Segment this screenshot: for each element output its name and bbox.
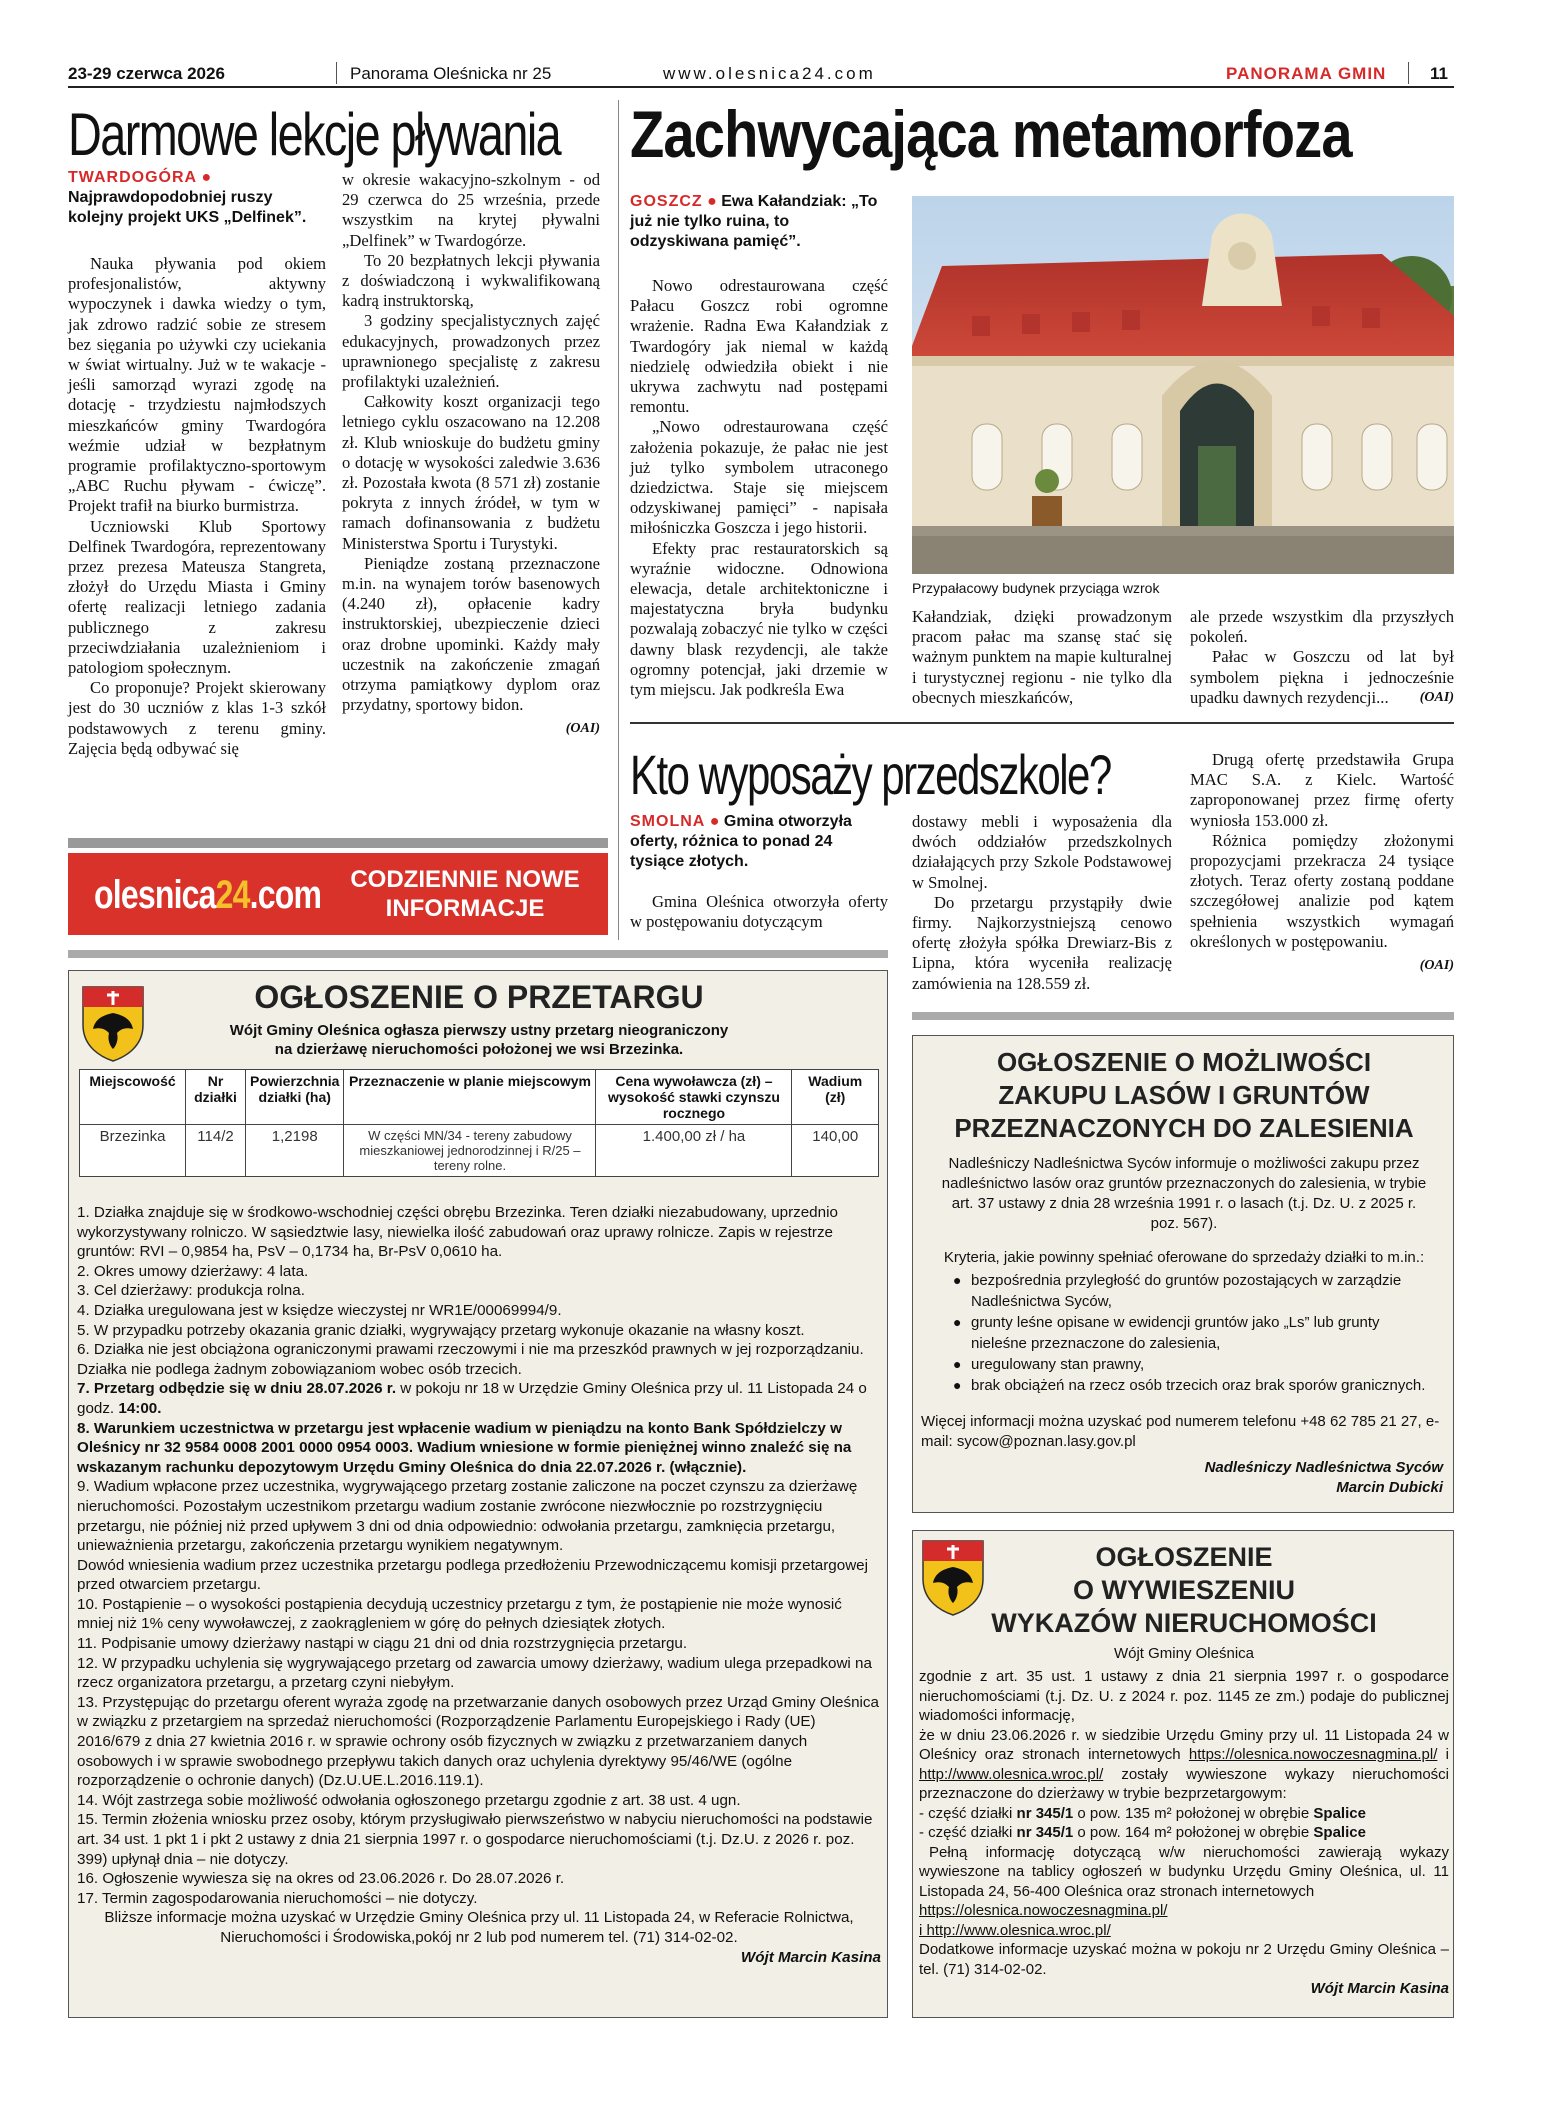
tender-table [79, 1069, 879, 1177]
paragraph: „Nowo odrestaurowana część założenia pokazuje, że pałac nie jest już tylko symbolem utraconego dziedzictwa. Staje się miejscem odzyskiwanej pamięci” - napisała miłośniczka Goszcza i jego historii. [630, 417, 888, 538]
paragraph: Efekty prac restauratorskich są wyraźnie widoczne. Odnowiona elewacja, detale architektoniczne i majestatyczna bryła budynku pozwalają zobaczyć nie tylko w części dawny blask rezydencji, ale także ogromny potencjał, jaki drzemie w tym miejscu. Jak podkreśla Ewa [630, 538, 888, 700]
listing-title: OGŁOSZENIE O WYWIESZENIU WYKAZÓW NIERUCHOMOŚCI [991, 1542, 1377, 1638]
paragraph: Do przetargu przystąpiły dwie firmy. Najkorzystniejszą cenowo ofertę złożyła spółka Drewiarz-Bis z Lipna, która wyceniła realizację zamówienia na 128.559 zł. [912, 892, 1172, 993]
kindergarten-col-1: SMOLNA ● Gmina otworzyła oferty, różnica to ponad 24 tysiące złotych. Gmina Oleśnica otworzyła oferty w postępowaniu dotyczącym [630, 813, 888, 932]
link[interactable]: http://www.olesnica.wroc.pl/ [919, 1765, 1104, 1783]
table-header: Nr działki [186, 1070, 246, 1125]
paragraph: ale przede wszystkim dla przyszłych pokoleń. [1190, 607, 1454, 647]
tender-title: OGŁOSZENIE O PRZETARGU [254, 979, 704, 1015]
page-number: 11 [1430, 64, 1448, 83]
location-tag: GOSZCZ [630, 193, 703, 210]
list-item: ● bezpośrednia przyległość do gruntów pozostających w zarządzie Nadleśnictwa Syców, [937, 1270, 1431, 1312]
article-title-swim: Darmowe lekcje pływania [68, 101, 561, 168]
table-header: Wadium (zł) [792, 1070, 879, 1125]
site-url[interactable]: www.olesnica24.com [663, 64, 876, 83]
signature: Nadleśniczy Nadleśnictwa Syców Marcin Dubicki [1204, 1459, 1443, 1496]
table-header: Powierzchnia działki (ha) [246, 1070, 344, 1125]
palace-photo [912, 196, 1454, 574]
table-header: Miejscowość [80, 1070, 186, 1125]
paragraph: To 20 bezpłatnych lekcji pływania z doświadczoną i wykwalifikowaną kadrą instruktorską, [342, 250, 600, 311]
swim-col-1 [68, 168, 326, 759]
paragraph: w okresie wakacyjno-szkolnym - od 29 czerwca do 25 września, przede wszystkim na krytej pływalni „Delfinek” w Twardogórze. [342, 170, 600, 250]
forest-notice: OGŁOSZENIE O MOŻLIWOŚCI ZAKUPU LASÓW I GRUNTÓW PRZEZNACZONYCH DO ZALESIENIA Nadleśniczy Nadleśnictwa Syców informuje o możliwości zakupu przez nadleśnictwo lasów oraz gruntów przeznaczonych do zalesienia, w trybie art. 37 ustawy z dnia 28 września 1991 r. o lasach (t.j. Dz. U. z 2025 r. poz. 567). Kryteria, jakie powinny spełniać oferowane do sprzedaży działki to m.in.: ● bezpośrednia przyległość do gruntów pozostających w zarządzie Nadleśnictwa Syców, ● grunty leśne opisane w ewidencji gruntów jako „Ls” lub grunty nieleśne przeznaczone do zalesienia, ● uregulowany stan prawny, ● brak obciążeń na rzecz osób trzecich oraz brak sporów granicznych. Więcej informacji można uzyskać pod numerem telefonu +48 62 785 21 27, e-mail: sycow@poznan.lasy.gov.pl Nadleśniczy Nadleśnictwa Syców Marcin Dubicki [912, 1035, 1454, 1513]
photo-caption: Przypałacowy budynek przyciąga wzrok [912, 580, 1160, 596]
paragraph: Nauka pływania pod okiem profesjonalistów, aktywny wypoczynek i dawka wiedzy o tym, jak zdrowo radzić sobie ze stresem bez sięgania po używki czy uciekania w świat wirtualny. Już w te wakacje - jeśli samorząd wyrazi zgodę na dotację - trzydziestu najmłodszych mieszkańców gminy Twardogóra weźmie udział w bezpłatnym programie profilaktyczno-sportowym „ABC Ruchu pływam - ćwiczę”. Projekt trafił na biurko burmistrza. [68, 254, 326, 516]
paragraph: Pieniądze zostaną przeznaczone m.in. na wynajem torów basenowych (4.240 zł), opłacenie kadry instruktorskiej, ubezpieczenie dzieci oraz drobne upominki. Każdy mały uczestnik na zakończenie zmagań otrzyma pamiątkowy dyplom oraz przydatny, sportowy bidon. [342, 553, 600, 715]
listing-notice: OGŁOSZENIE O WYWIESZENIU WYKAZÓW NIERUCHOMOŚCI Wójt Gminy Oleśnica zgodnie z art. 35 ust. 1 ustawy z dnia 21 sierpnia 1997 r. o gospodarce nieruchomościami (t.j. Dz. U. z 2024 r. poz. 1145 ze zm.) podaje do publicznej wiadomości informację, że w dniu 23.06.2026 r. w siedzibie Urzędu Gminy przy ul. 11 Listopada 24 w Oleśnicy oraz stronach internetowych https://olesnica.nowoczesnagmina.pl/ i http://www.olesnica.wroc.pl/ zostały wywieszone wykazy nieruchomości przeznaczone do dzierżawy w trybie bezprzetargowym: - część działki nr 345/1 o pow. 135 m² położonej w obrębie Spalice - część działki nr 345/1 o pow. 164 m² położonej w obrębie Spalice Pełną informację dotyczącą w/w nieruchomości zawierają wykazy wywieszone na tablicy ogłoszeń w budynku Urzędu Gminy Oleśnica, ul. 11 Listopada 24, 56-400 Oleśnica oraz stronach internetowych https://olesnica.nowoczesnagmina.pl/ i http://www.olesnica.wroc.pl/ Dodatkowe informacje uzyskać można w pokoju nr 2 Urzędu Gminy Oleśnica – tel. (71) 314-02-02. Wójt Marcin Kasina [912, 1530, 1454, 2018]
paragraph: Uczniowski Klub Sportowy Delfinek Twardogóra, reprezentowany przez prezesa Mateusza Stangreta, złożył do Urzędu Miasta i Gminy ofertę realizacji letniego zadania publicznego z zakresu przeciwdziałania uzależnieniom i patologiom społecznym. [68, 516, 326, 678]
olesnica24-banner[interactable] [68, 853, 608, 935]
link[interactable]: https://olesnica.nowoczesnagmina.pl/ [1188, 1746, 1438, 1763]
kindergarten-col-3 [1190, 750, 1454, 976]
palace-col-3 [1190, 607, 1454, 708]
table-header: Przeznaczenie w planie miejscowym [344, 1070, 596, 1125]
forest-title: OGŁOSZENIE O MOŻLIWOŚCI ZAKUPU LASÓW I GRUNTÓW PRZEZNACZONYCH DO ZALESIENIA [954, 1047, 1414, 1143]
swim-lead: TWARDOGÓRA ● Najprawdopodobniej ruszy kolejny projekt UKS „Delfinek”. [68, 169, 307, 226]
paragraph: Gmina Oleśnica otworzyła oferty w postępowaniu dotyczącym [630, 892, 888, 932]
link[interactable]: i http://www.olesnica.wroc.pl/ [919, 1921, 1111, 1939]
paragraph: Kałandziak, dzięki prowadzonym pracom pałac ma szansę stać się ważnym punktem na mapie kulturalnej i turystycznej regionu - nie tylko dla obecnych mieszkańców, [912, 607, 1172, 707]
swim-col-2 [342, 170, 600, 740]
tender-notice: OGŁOSZENIE O PRZETARGU Wójt Gminy Oleśnica ogłasza pierwszy ustny przetarg nieograniczony na dzierżawę nieruchomości położonej we wsi Brzezinka. Miejscowość Nr działki Powierzchnia działki (ha) Przeznaczenie w planie miejscowym Cena wywoławcza (zł) – wysokość stawki czynszu rocznego Wadium (zł) Brzezinka 114/2 1,2198 W części MN/34 - tereny zabudowy mieszkaniowej jednorodzinnej i R/25 – tereny rolne. 1.400,00 zł / ha 140,00 1. Działka znajduje się w środkowo-wschodniej części obrębu Brzezinka. Teren działki niezabudowany, uprzednio wykorzystywany rolniczo. W sąsiedztwie lasy, niewielka ilość zabudowań oraz uprawy rolnicze. Zapis w rejestrze gruntów: RVI – 0,9854 ha, PsV – 0,1734 ha, Br-PsV 0,0610 ha. 2. Okres umowy dzierżawy: 4 lata. 3. Cel dzierżawy: produkcja rolna. 4. Działka uregulowana jest w księdze wieczystej nr WR1E/00069994/9. 5. W przypadku potrzeby okazania granic działki, wygrywający przetarg wykonuje okazanie na własny koszt. 6. Działka nie jest obciążona ograniczonymi prawami rzeczowymi i nie ma przeszkód prawnych w jej rozporządzaniu. Działka nie podlega żadnym zobowiązaniom wobec osób trzecich. 7. Przetarg odbędzie się w dniu 28.07.2026 r. w pokoju nr 18 w Urzędzie Gminy Oleśnica przy ul. 11 Listopada 24 o godz. 14:00. 8. Warunkiem uczestnictwa w przetargu jest wpłacenie wadium w pieniądzu na konto Bank Spółdzielczy w Oleśnicy nr 32 9584 0008 2001 0000 0954 0003. Wadium wniesione w formie pieniężnej winno znaleźć się na wskazanym rachunku depozytowym Urzędu Gminy Oleśnica do dnia 22.07.2026 r. (włącznie). 9. Wadium wpłacone przez uczestnika, wygrywającego przetarg zostanie zaliczone na poczet czynszu za dzierżawę nieruchomości. Pozostałym uczestnikom przetargu wadium zostanie zwrócone niezwłocznie po rozstrzygnięciu przetargu, nie później niż przed upływem 3 dni od dnia odpowiednio: odwołania przetargu, zamknięcia przetargu, unieważnienia przetargu, zakończenia przetargu wynikiem negatywnym. Dowód wniesienia wadium przez uczestnika przetargu podlega przedłożeniu Przewodniczącemu komisji przetargowej przed otwarciem przetargu. 10. Postąpienie – o wysokości postąpienia decydują uczestnicy przetargu z tym, że postąpienie nie może wynosić mniej niż 1% ceny wywoławczej, z zaokrągleniem w górę do pełnych dziesiątek złotych. 11. Podpisanie umowy dzierżawy nastąpi w ciągu 21 dni od dnia rozstrzygnięcia przetargu. 12. W przypadku uchylenia się wygrywającego przetarg od zawarcia umowy dzierżawy, wadium ulega przepadkowi na rzecz organizatora przetargu, a przetarg czyni niebyłym. 13. Przystępując do przetargu oferent wyraża zgodę na przetwarzanie danych osobowych przez Urząd Gminy Oleśnica w związku z przetargiem na sprzedaż nieruchomości (Rozporządzenie Parlamentu Europejskiego i Rady (UE) 2016/679 z dnia 27 kwietnia 2016 r. w sprawie ochrony osób fizycznych w związku z przetwarzaniem danych osobowych i w sprawie swobodnego przepływu takich danych oraz uchylenia dyrektywy 95/46/WE (ogólne rozporządzenie o ochronie danych) (Dz.U.UE.L.2016.119.1). 14. Wójt zastrzega sobie możliwość odwołania ogłoszonego przetargu zgodnie z art. 38 ust. 4 ugn. 15. Termin złożenia wniosku przez osoby, którym przysługiwało pierwszeństwo w nabyciu nieruchomości na podstawie art. 34 ust. 1 pkt 1 i pkt 2 ustawy z dnia 21 sierpnia 1997 r. o gospodarce nieruchomościami (t.j. Dz.U. z 2026 r. poz. 399) upłynął dnia – nie dotyczy. 16. Ogłoszenie wywiesza się na okres od 23.06.2026 r. Do 28.07.2026 r. 17. Termin zagospodarowania nieruchomości – nie dotyczy. Bliższe informacje można uzyskać w Urzędzie Gminy Oleśnica przy ul. 11 Listopada 24, w Referacie Rolnictwa, Nieruchomości i Środowiska,pokój nr 2 lub pod numerem tel. (71) 314-02-02. Wójt Marcin Kasina [68, 970, 888, 2018]
byline: (OAI) [1419, 690, 1454, 706]
banner-rule [68, 838, 608, 848]
banner-logo: olesnica24.com [94, 873, 322, 917]
paragraph: Drugą ofertę przedstawiła Grupa MAC S.A. z Kielc. Wartość zaproponowanej przez firmę oferty wyniosła 153.000 zł. [1190, 750, 1454, 830]
list-item: ● uregulowany stan prawny, [937, 1354, 1431, 1375]
article-title-palace: Zachwycająca metamorfoza [630, 97, 1352, 171]
link[interactable]: https://olesnica.nowoczesnagmina.pl/ [919, 1902, 1168, 1919]
location-tag: SMOLNA [630, 813, 706, 830]
issue-date: 23-29 czerwca 2026 [68, 64, 225, 83]
criteria-list [937, 1270, 1431, 1396]
palace-col-2 [912, 607, 1172, 708]
signature: Wójt Marcin Kasina [740, 1948, 881, 1966]
paragraph: Całkowity koszt organizacji tego letniego cyklu oszacowano na 12.208 zł. Klub wnioskuje do budżetu gminy o dotację w wysokości zaledwie 3.636 zł. Pozostała kwota (8 571 zł) zostanie pokryta z innych źródeł, w tym w ramach dofinansowania z budżetu Ministerstwa Sportu i Turystyki. [342, 392, 600, 553]
byline: (OAI) [1419, 958, 1454, 974]
table-header: Cena wywoławcza (zł) – wysokość stawki czynszu rocznego [596, 1070, 792, 1125]
location-tag: TWARDOGÓRA [68, 169, 198, 186]
section-name: PANORAMA GMIN [1226, 64, 1387, 83]
issue-number: Panorama Oleśnicka nr 25 [350, 64, 552, 83]
paragraph: Nowo odrestaurowana część Pałacu Goszcz robi ogromne wrażenie. Radna Ewa Kałandziak z Twardogóry jak niemal w każdą niedzielę odwiedziła obiekt i nie ukrywa zachwytu nad postępami remontu. [630, 276, 888, 417]
listing-body: zgodnie z art. 35 ust. 1 ustawy z dnia 21 sierpnia 1997 r. o gospodarce nieruchomościami (t.j. Dz. U. z 2024 r. poz. 1145 ze zm.) podaje do publicznej wiadomości informację, że w dniu 23.06.2026 r. w siedzibie Urzędu Gminy przy ul. 11 Listopada 24 w Oleśnicy oraz stronach internetowych https://olesnica.nowoczesnagmina.pl/ i http://www.olesnica.wroc.pl/ zostały wywieszone wykazy nieruchomości przeznaczone do dzierżawy w trybie bezprzetargowym: - część działki nr 345/1 o pow. 135 m² położonej w obrębie Spalice - część działki nr 345/1 o pow. 164 m² położonej w obrębie Spalice Pełną informację dotyczącą w/w nieruchomości zawierają wykazy wywieszone na tablicy ogłoszeń w budynku Urzędu Gminy Oleśnica, ul. 11 Listopada 24, 56-400 Oleśnica oraz stronach internetowych https://olesnica.nowoczesnagmina.pl/ i http://www.olesnica.wroc.pl/ Dodatkowe informacje uzyskać można w pokoju nr 2 Urzędu Gminy Oleśnica – tel. (71) 314-02-02. Wójt Marcin Kasina [919, 1668, 1450, 1997]
paragraph: dostawy mebli i wyposażenia dla dwóch oddziałów przedszkolnych działających przy Szkole Podstawowej w Smolnej. [912, 812, 1172, 892]
kindergarten-col-2 [912, 812, 1172, 994]
page-header [68, 62, 1454, 88]
paragraph: 3 godziny specjalistycznych zajęć edukacyjnych, prowadzonych przez uprawnionego specjalistę z zakresu profilaktyki uzależnień. [342, 311, 600, 392]
list-item: ● brak obciążeń na rzecz osób trzecich oraz brak sporów granicznych. [937, 1375, 1431, 1396]
byline: (OAI) [565, 721, 600, 737]
banner-text: CODZIENNIE NOWE INFORMACJE [350, 866, 580, 922]
palace-col-1: GOSZCZ ● Ewa Kałandziak: „To już nie tylko ruina, to odzyskiwana pamięć”. Nowo odrestaurowana część Pałacu Goszcz robi ogromne wrażenie. Radna Ewa Kałandziak z Twardogóry jak niemal w każdą niedzielę odwiedziła obiekt i nie ukrywa zachwytu nad postępami remontu. „Nowo odrestaurowana część założenia pokazuje, że pałac nie jest już tylko symbolem utraconego dziedzictwa. Staje się miejscem odzyskiwanej pamięci” - napisała miłośniczka Goszcza i jego historii. Efekty prac restauratorskich są wyraźnie widoczne. Odnowiona elewacja, detale architektoniczne i majestatyczna bryła budynku pozwalają zobaczyć nie tylko w części dawny blask rezydencji, ale także ogromny potencjał, jaki drzemie w tym miejscu. Jak podkreśla Ewa [630, 193, 888, 700]
paragraph: Pałac w Goszczu od lat był symbolem piękna i jednocześnie upadku dawnych rezydencji... [1190, 647, 1454, 707]
tender-terms: 1. Działka znajduje się w środkowo-wschodniej części obrębu Brzezinka. Teren działki niezabudowany, uprzednio wykorzystywany rolniczo. W sąsiedztwie lasy, niewielka ilość zabudowań oraz uprawy rolnicze. Zapis w rejestrze gruntów: RVI – 0,9854 ha, PsV – 0,1734 ha, Br-PsV 0,0610 ha. 2. Okres umowy dzierżawy: 4 lata. 3. Cel dzierżawy: produkcja rolna. 4. Działka uregulowana jest w księdze wieczystej nr WR1E/00069994/9. 5. W przypadku potrzeby okazania granic działki, wygrywający przetarg wykonuje okazanie na własny koszt. 6. Działka nie jest obciążona ograniczonymi prawami rzeczowymi i nie ma przeszkód prawnych w jej rozporządzaniu. Działka nie podlega żadnym zobowiązaniom wobec osób trzecich. 7. Przetarg odbędzie się w dniu 28.07.2026 r. w pokoju nr 18 w Urzędzie Gminy Oleśnica przy ul. 11 Listopada 24 o godz. 14:00. 8. Warunkiem uczestnictwa w przetargu jest wpłacenie wadium w pieniądzu na konto Bank Spółdzielczy w Oleśnicy nr 32 9584 0008 2001 0000 0954 0003. Wadium wniesione w formie pieniężnej winno znaleźć się na wskazanym rachunku depozytowym Urzędu Gminy Oleśnica do dnia 22.07.2026 r. (włącznie). 9. Wadium wpłacone przez uczestnika, wygrywającego przetarg zostanie zaliczone na poczet czynszu za dzierżawę nieruchomości. Pozostałym uczestnikom przetargu wadium zostanie zwrócone niezwłocznie po rozstrzygnięciu przetargu, nie później niż przed upływem 3 dni od dnia odpowiednio: odwołania przetargu, zamknięcia przetargu, unieważnienia przetargu, zakończenia przetargu wynikiem negatywnym. Dowód wniesienia wadium przez uczestnika przetargu podlega przedłożeniu Przewodniczącemu komisji przetargowej przed otwarciem przetargu. 10. Postąpienie – o wysokości postąpienia decydują uczestnicy przetargu z tym, że postąpienie nie może wynosić mniej niż 1% ceny wywoławczej, z zaokrągleniem w górę do pełnych dziesiątek złotych. 11. Podpisanie umowy dzierżawy nastąpi w ciągu 21 dni od dnia rozstrzygnięcia przetargu. 12. W przypadku uchylenia się wygrywającego przetarg od zawarcia umowy dzierżawy, wadium ulega przepadkowi na rzecz organizatora przetargu, a przetarg czyni niebyłym. 13. Przystępując do przetargu oferent wyraża zgodę na przetwarzanie danych osobowych przez Urząd Gminy Oleśnica w związku z przetargiem na sprzedaż nieruchomości (Rozporządzenie Parlamentu Europejskiego i Rady (UE) 2016/679 z dnia 27 kwietnia 2016 r. w sprawie ochrony osób fizycznych w związku z przetwarzaniem danych osobowych i w sprawie swobodnego przepływu takich danych oraz uchylenia dyrektywy 95/46/WE (ogólne rozporządzenie o ochronie danych) (Dz.U.UE.L.2016.119.1). 14. Wójt zastrzega sobie możliwość odwołania ogłoszonego przetargu zgodnie z art. 38 ust. 4 ugn. 15. Termin złożenia wniosku przez osoby, którym przysługiwało pierwszeństwo w nabyciu nieruchomości na podstawie art. 34 ust. 1 pkt 1 i pkt 2 ustawy z dnia 21 sierpnia 1997 r. o gospodarce nieruchomościami (t.j. Dz.U. z 2026 r. poz. 399) upłynął dnia – nie dotyczy. 16. Ogłoszenie wywiesza się na okres od 23.06.2026 r. Do 28.07.2026 r. 17. Termin zagospodarowania nieruchomości – nie dotyczy. Bliższe informacje można uzyskać w Urzędzie Gminy Oleśnica przy ul. 11 Listopada 24, w Referacie Rolnictwa, Nieruchomości i Środowiska,pokój nr 2 lub pod numerem tel. (71) 314-02-02. Wójt Marcin Kasina [77, 1204, 881, 1966]
paragraph: Różnica pomiędzy złożonymi propozycjami przekracza 24 tysiące złotych. Teraz oferty zostaną poddane szczegółowej analizie pod kątem spełnienia wszystkich wymagań określonych w postępowaniu. [1190, 830, 1454, 951]
paragraph: Co proponuje? Projekt skierowany jest do 30 uczniów z klas 1-3 szkół podstawowych z terenu gminy. Zajęcia będą odbywać się [68, 678, 326, 758]
article-title-kindergarten: Kto wyposaży przedszkole? [630, 743, 1111, 806]
list-item: ● grunty leśne opisane w ewidencji gruntów jako „Ls” lub grunty nieleśne przeznaczone do zalesienia, [937, 1312, 1431, 1354]
signature: Wójt Marcin Kasina [1310, 1980, 1449, 1997]
table-row: Brzezinka 114/2 1,2198 W części MN/34 - tereny zabudowy mieszkaniowej jednorodzinnej i R/25 – tereny rolne. 1.400,00 zł / ha 140,00 [80, 1125, 879, 1177]
